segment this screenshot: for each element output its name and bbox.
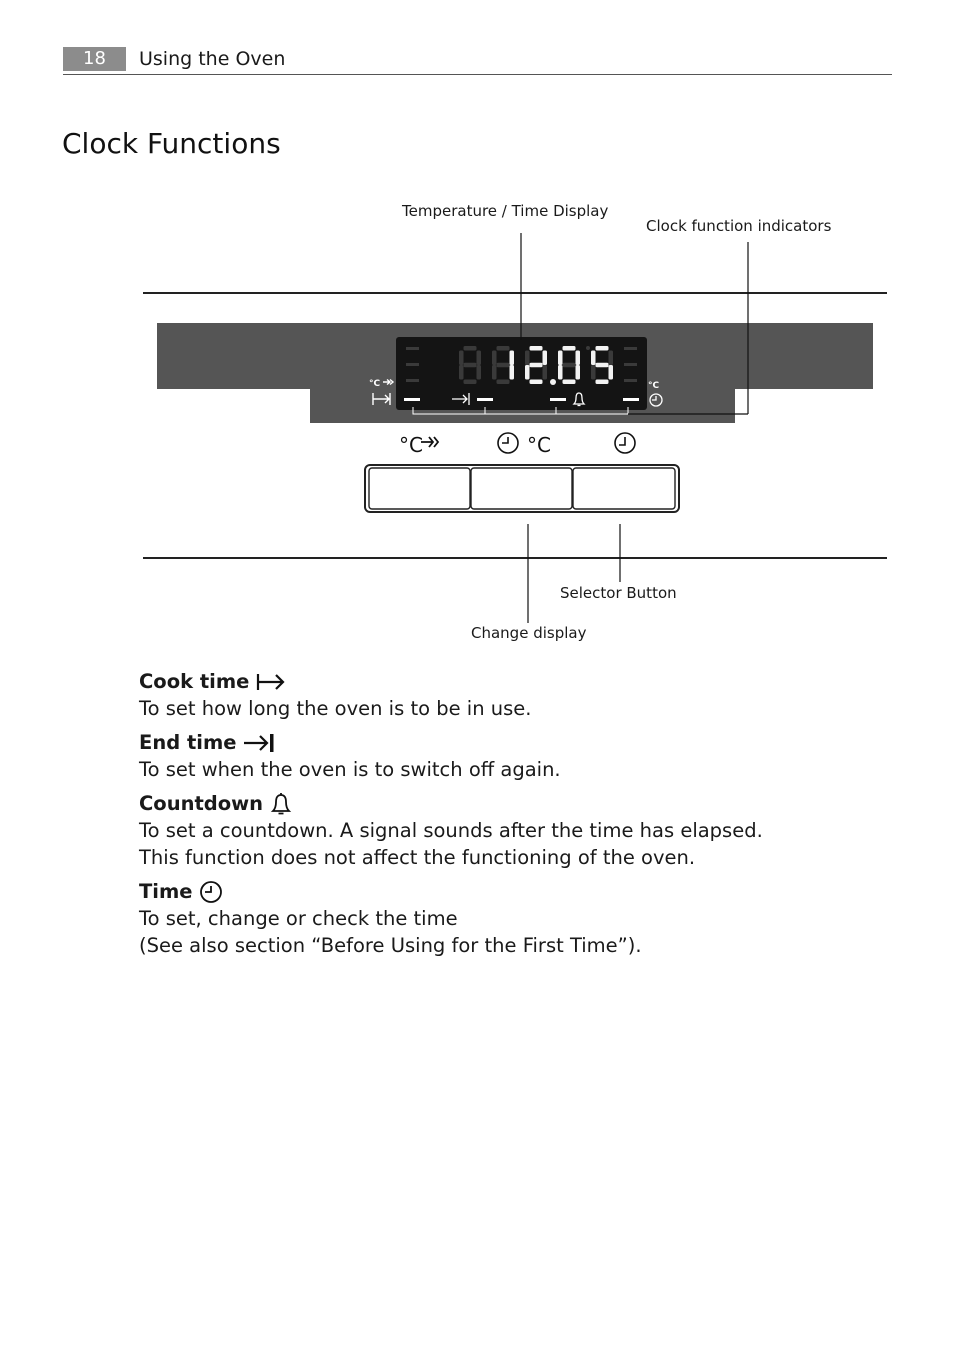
function-description: To set when the oven is to switch off again. — [139, 758, 561, 781]
display-segment — [492, 365, 497, 380]
function-name: Countdown — [139, 792, 264, 815]
function-list — [139, 668, 899, 966]
label-clock-indicators: Clock function indicators — [646, 217, 832, 235]
display-segment — [525, 351, 530, 366]
label-temp-time-display: Temperature / Time Display — [402, 202, 609, 220]
display-segment — [543, 351, 548, 366]
change-display-button[interactable] — [471, 468, 572, 509]
cook-time-icon — [255, 671, 287, 693]
display-segment — [596, 363, 609, 368]
display-segment — [563, 380, 576, 385]
display-segment — [596, 346, 609, 351]
display-segment — [563, 363, 576, 368]
page-title: Clock Functions — [62, 127, 281, 160]
display-segment — [497, 346, 510, 351]
display-segment — [510, 365, 515, 380]
function-description: To set how long the oven is to be in use. — [139, 697, 532, 720]
display-segment — [576, 351, 581, 366]
heatup-button[interactable] — [369, 468, 470, 509]
selector-button[interactable] — [573, 468, 675, 509]
display-segment — [576, 365, 581, 380]
display-segment — [596, 380, 609, 385]
clock-icon — [498, 433, 518, 453]
function-item-countdown — [139, 790, 899, 871]
display-segment — [558, 351, 563, 366]
display-segment — [591, 365, 596, 380]
svg-text:°C: °C — [399, 433, 423, 457]
function-item-cook-time — [139, 668, 899, 722]
degree-c-right — [648, 381, 660, 391]
section-title: Using the Oven — [139, 48, 286, 70]
display-segment — [558, 365, 563, 380]
display-segment — [525, 365, 530, 380]
function-description: To set, change or check the time — [139, 907, 458, 930]
degree-c-button-symbol: °C — [527, 433, 551, 457]
clock-set-icon — [615, 433, 635, 453]
display-colon-dot — [586, 346, 590, 350]
display-segment — [543, 365, 548, 380]
display-segment — [497, 380, 510, 385]
display-segment — [609, 365, 614, 380]
display-segment — [459, 365, 464, 380]
label-change-display: Change display — [471, 624, 587, 642]
function-name: End time — [139, 731, 237, 754]
display-decimal-point — [550, 379, 556, 385]
heatup-icon — [399, 433, 438, 457]
display-segment — [530, 380, 543, 385]
display-segment — [563, 346, 576, 351]
display-segment — [530, 363, 543, 368]
bell-icon — [269, 792, 293, 816]
function-name: Time — [139, 880, 193, 903]
display-segment — [459, 351, 464, 366]
display-segment — [497, 363, 510, 368]
display-segment — [464, 363, 477, 368]
function-item-time — [139, 878, 899, 959]
display-segment — [591, 351, 596, 366]
function-description: (See also section “Before Using for the First Time”). — [139, 934, 642, 957]
function-name: Cook time — [139, 670, 250, 693]
display-segment — [464, 380, 477, 385]
display-segment — [477, 365, 482, 380]
oven-control-panel-figure — [0, 0, 954, 660]
clock-icon — [199, 880, 223, 904]
svg-text:°C: °C — [648, 381, 660, 391]
function-description: To set a countdown. A signal sounds after the time has elapsed. — [139, 819, 763, 842]
end-time-icon — [243, 732, 277, 754]
function-description: This function does not affect the functioning of the oven. — [139, 846, 696, 869]
display-segment — [477, 351, 482, 366]
display-segment — [530, 346, 543, 351]
display-segment — [492, 351, 497, 366]
leader-lines — [521, 233, 748, 623]
function-item-end-time — [139, 729, 899, 783]
page-number: 18 — [63, 47, 126, 71]
display-segment — [510, 351, 515, 366]
display-segment — [609, 351, 614, 366]
label-selector-button: Selector Button — [560, 584, 677, 602]
svg-text:°C: °C — [369, 379, 381, 389]
display-segment — [464, 346, 477, 351]
